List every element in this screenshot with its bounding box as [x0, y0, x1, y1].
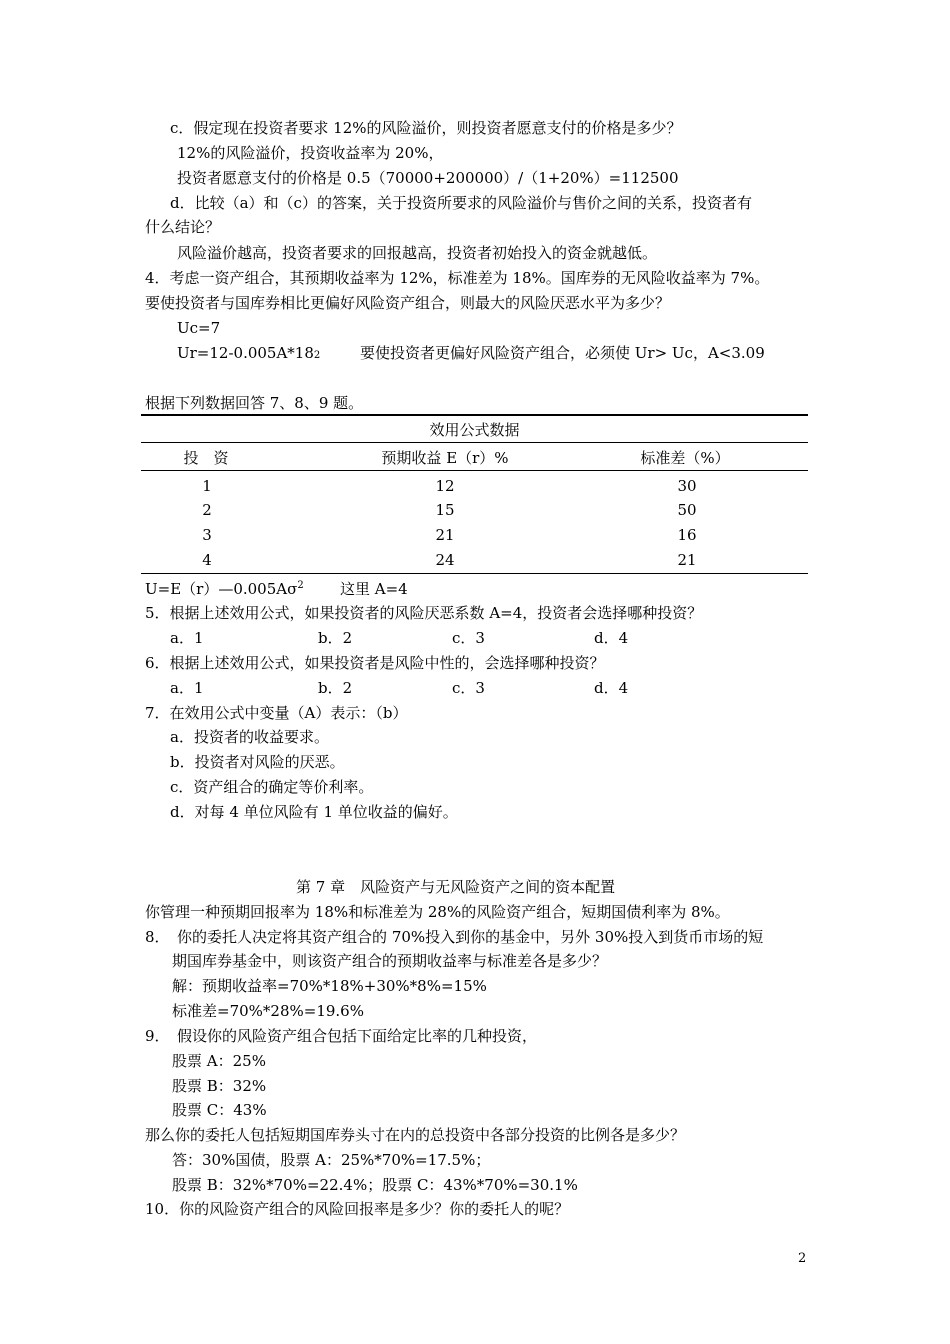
q7-option-d: d．对每 4 单位风险有 1 单位收益的偏好。 — [170, 803, 458, 821]
q8-question-line-1: 8． 你的委托人决定将其资产组合的 70%投入到你的基金中，另外 30%投入到货币市场的短 — [145, 928, 764, 946]
q3d-question-line-2: 什么结论？ — [145, 218, 221, 236]
table-header-investment: 投 资 — [183, 449, 229, 467]
q5-question: 5．根据上述效用公式，如果投资者的风险厌恶系数 A=4，投资者会选择哪种投资？ — [145, 604, 703, 622]
q9-stock-a: 股票 A：25% — [172, 1052, 266, 1070]
q3d-question-line-1: d．比较（a）和（c）的答案，关于投资所要求的风险溢价与售价之间的关系，投资者有 — [170, 194, 752, 212]
q7-option-c: c．资产组合的确定等价利率。 — [170, 778, 374, 796]
q7-option-b: b．投资者对风险的厌恶。 — [170, 753, 345, 771]
table-header-expected-return: 预期收益 E（r）% — [381, 449, 509, 467]
table-cell: 12 — [435, 477, 455, 495]
table-cell: 15 — [435, 501, 455, 519]
q5-option-c: c．3 — [452, 629, 485, 647]
utility-formula-note: 这里 A=4 — [340, 580, 408, 598]
q4-uc: Uc=7 — [177, 319, 221, 337]
q6-option-a: a．1 — [170, 679, 204, 697]
q9-answer-line-1: 答：30%国债，股票 A：25%*70%=17.5%； — [172, 1151, 491, 1169]
q7-question: 7．在效用公式中变量（A）表示：（b） — [145, 704, 408, 722]
chapter-title: 第 7 章 风险资产与无风险资产之间的资本配置 — [296, 878, 616, 896]
table-cell: 24 — [435, 551, 455, 569]
table-header-std-dev: 标准差（%） — [640, 449, 730, 467]
table-header-rule — [141, 470, 808, 471]
data-intro: 根据下列数据回答 7、8、9 题。 — [145, 394, 364, 412]
q3c-question: c．假定现在投资者要求 12%的风险溢价，则投资者愿意支付的价格是多少？ — [170, 119, 682, 137]
table-cell: 16 — [677, 526, 697, 544]
q9-stock-b: 股票 B：32% — [172, 1077, 267, 1095]
q4-ur-note: 要使投资者更偏好风险资产组合，必须使 Ur> Uc，A<3.09 — [360, 344, 765, 362]
table-cell: 4 — [202, 551, 212, 569]
q6-option-b: b．2 — [318, 679, 353, 697]
utility-formula — [145, 579, 304, 599]
q4-ur — [177, 343, 320, 366]
q8-answer-line-1: 解：预期收益率=70%*18%+30%*8%=15% — [172, 977, 487, 995]
table-cell: 2 — [202, 501, 212, 519]
q5-option-b: b．2 — [318, 629, 353, 647]
q7-option-a: a．投资者的收益要求。 — [170, 728, 329, 746]
q6-question: 6．根据上述效用公式，如果投资者是风险中性的，会选择哪种投资？ — [145, 654, 605, 672]
q3c-answer-line-2: 投资者愿意支付的价格是 0.5（70000+200000）/（1+20%）=112500 — [177, 169, 679, 187]
q9-followup: 那么你的委托人包括短期国库券头寸在内的总投资中各部分投资的比例各是多少？ — [145, 1126, 686, 1144]
chapter-intro: 你管理一种预期回报率为 18%和标准差为 28%的风险资产组合，短期国债利率为 8%。 — [145, 903, 730, 921]
table-cell: 50 — [677, 501, 697, 519]
utility-formula-text: U=E（r）—0.005Aσ — [145, 580, 298, 598]
table-bottom-rule — [141, 573, 808, 574]
q3d-answer: 风险溢价越高，投资者要求的回报越高，投资者初始投入的资金就越低。 — [177, 244, 658, 262]
q4-ur-exponent: 2 — [313, 350, 321, 361]
table-title: 效用公式数据 — [429, 421, 520, 439]
q6-option-c: c．3 — [452, 679, 485, 697]
table-cell: 1 — [202, 477, 212, 495]
q3c-answer-line-1: 12%的风险溢价，投资收益率为 20%， — [177, 144, 444, 162]
table-top-rule — [141, 414, 808, 416]
table-cell: 21 — [677, 551, 697, 569]
q4-question-line-1: 4．考虑一资产组合，其预期收益率为 12%，标准差为 18%。国库券的无风险收益率为 7%。 — [145, 269, 770, 287]
q5-option-a: a．1 — [170, 629, 204, 647]
q9-stock-c: 股票 C：43% — [172, 1101, 267, 1119]
page-number: 2 — [798, 1251, 807, 1266]
utility-formula-exponent: 2 — [297, 580, 304, 591]
q4-question-line-2: 要使投资者与国库券相比更偏好风险资产组合，则最大的风险厌恶水平为多少？ — [145, 294, 671, 312]
q5-option-d: d．4 — [594, 629, 629, 647]
q4-ur-formula: Ur=12-0.005A*18 — [177, 344, 314, 362]
table-title-rule — [141, 442, 808, 443]
table-cell: 30 — [677, 477, 697, 495]
q6-option-d: d．4 — [594, 679, 629, 697]
table-cell: 21 — [435, 526, 455, 544]
q8-question-line-2: 期国库券基金中，则该资产组合的预期收益率与标准差各是多少？ — [172, 952, 608, 970]
q9-question: 9． 假设你的风险资产组合包括下面给定比率的几种投资， — [145, 1027, 538, 1045]
table-cell: 3 — [202, 526, 212, 544]
q8-answer-line-2: 标准差=70%*28%=19.6% — [172, 1002, 364, 1020]
q10-question: 10．你的风险资产组合的风险回报率是多少？你的委托人的呢？ — [145, 1200, 570, 1218]
q9-answer-line-2: 股票 B：32%*70%=22.4%；股票 C：43%*70%=30.1% — [172, 1176, 578, 1194]
